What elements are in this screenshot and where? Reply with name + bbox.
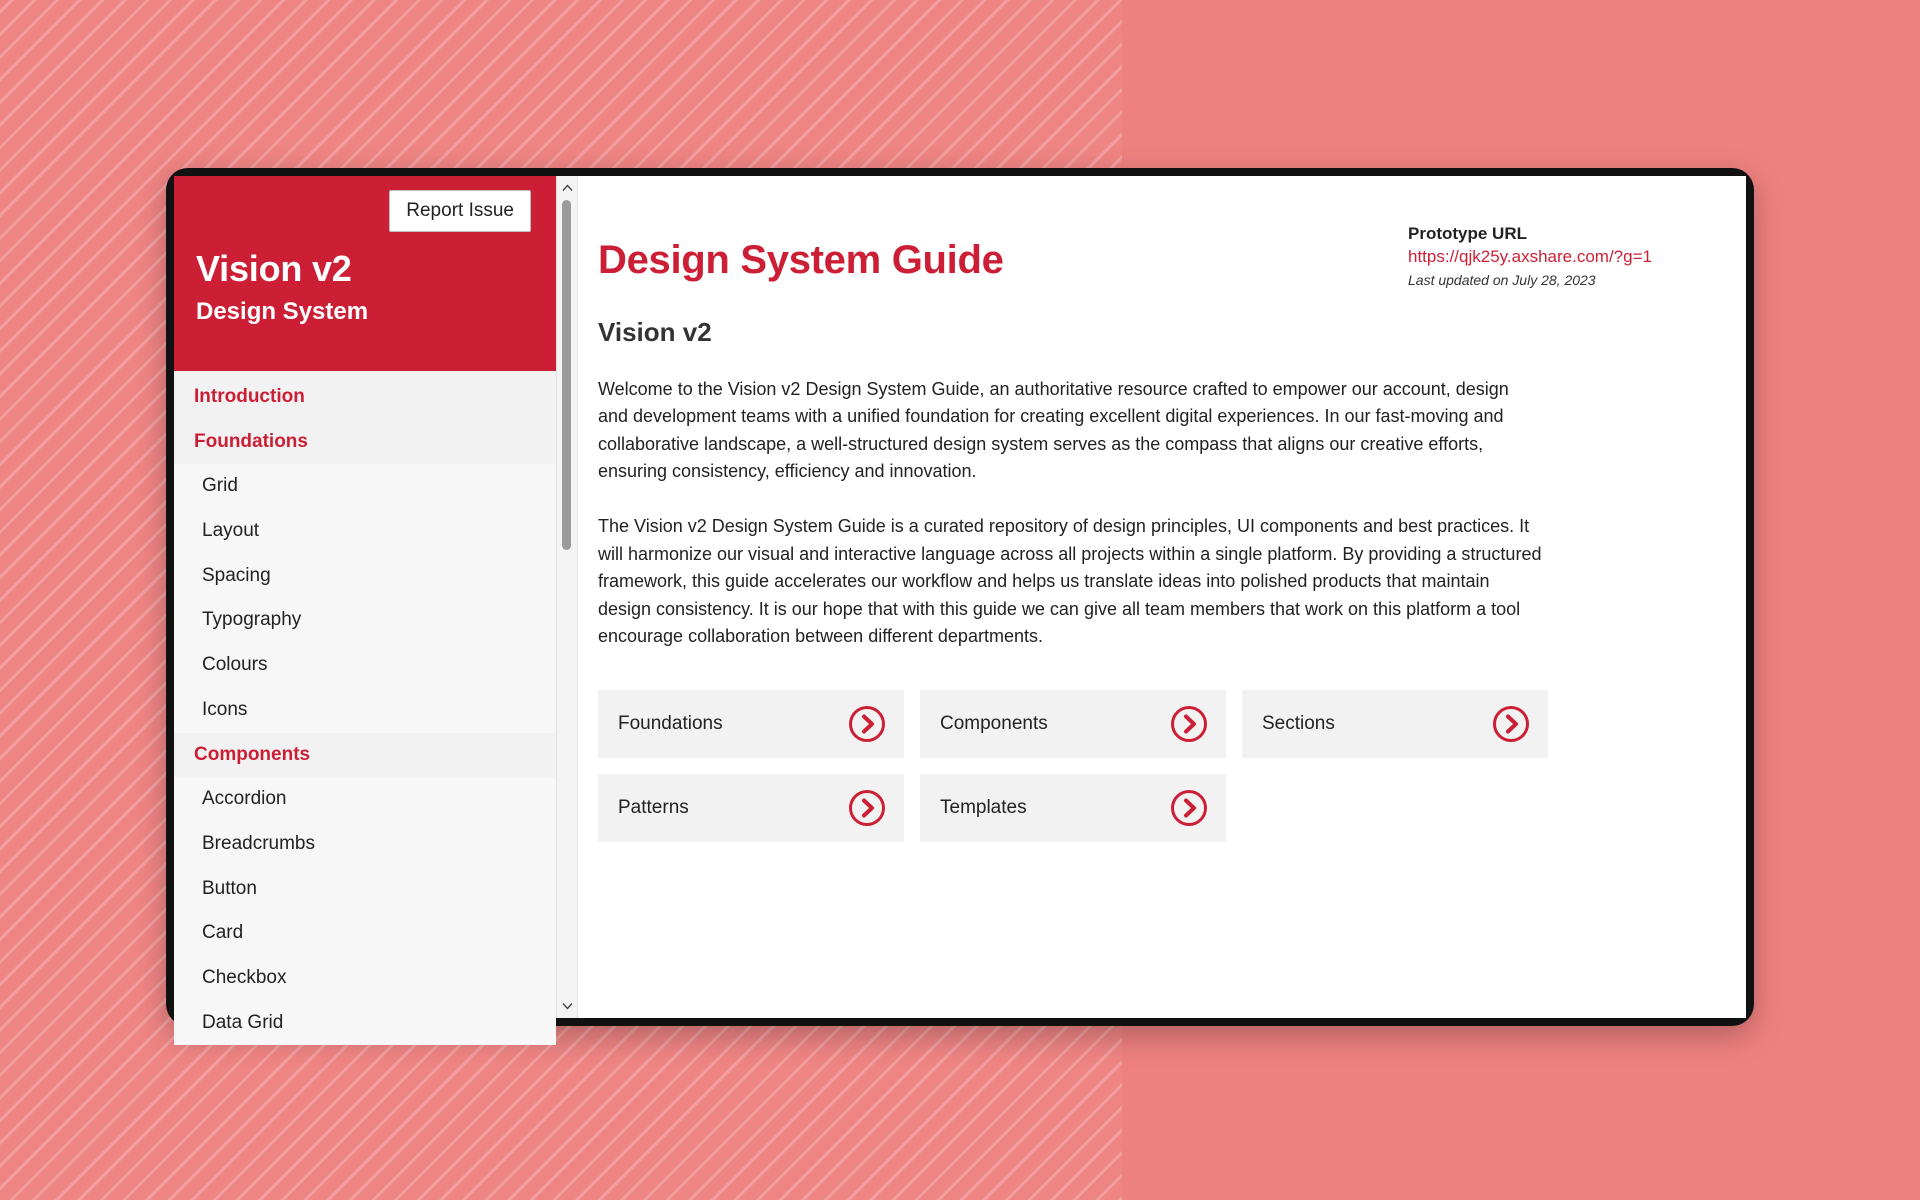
card-patterns[interactable] [598,774,904,842]
sidebar-item-colours[interactable]: Colours [174,643,556,688]
device-frame [166,168,1754,1033]
chevron-right-circle-icon[interactable] [1170,789,1208,827]
card-sections[interactable] [1242,690,1548,758]
app-screen [174,176,1746,1033]
card-label: Templates [940,797,1027,819]
sidebar [174,176,556,1033]
card-label: Patterns [618,797,689,819]
page-title: Design System Guide [598,238,1004,282]
card-label: Components [940,713,1048,735]
sidebar-item-layout[interactable]: Layout [174,509,556,554]
page-subtitle: Vision v2 [598,317,712,347]
sidebar-item-introduction[interactable]: Introduction [174,371,556,420]
sidebar-item-card[interactable]: Card [174,911,556,956]
card-components[interactable] [920,690,1226,758]
prototype-url-label: Prototype URL [1408,224,1527,243]
sidebar-item-foundations[interactable]: Foundations [174,420,556,465]
chevron-up-icon[interactable] [557,178,577,198]
report-issue-button[interactable]: Report Issue [389,190,531,232]
chevron-down-icon[interactable] [557,996,577,1016]
chevron-right-circle-icon[interactable] [848,705,886,743]
last-updated-text: Last updated on July 28, 2023 [1408,272,1596,288]
prototype-meta [1408,224,1708,288]
sidebar-header [174,176,556,371]
sidebar-item-components[interactable]: Components [174,733,556,778]
sidebar-item-spacing[interactable]: Spacing [174,554,556,599]
prototype-url-link[interactable]: https://qjk25y.axshare.com/?g=1 [1408,247,1652,266]
sidebar-scrollbar-thumb[interactable] [562,200,571,550]
main-content [556,176,1746,1018]
intro-paragraph-2: The Vision v2 Design System Guide is a curated repository of design principles, UI components and best practices. It will harmonize our visual and interactive language across all projects within a single platform. By providing a structured framework, this guide accelerates our workflow and helps us translate ideas into polished products that maintain design consistency. It is our hope that with this guide we can give all team members that work on this platform a tool encourage collaboration between different departments. [598,516,1542,646]
card-templates[interactable] [920,774,1226,842]
card-foundations[interactable] [598,690,904,758]
sidebar-item-icons[interactable]: Icons [174,688,556,733]
chevron-right-circle-icon[interactable] [848,789,886,827]
brand-subtitle: Design System [196,298,369,325]
sidebar-item-checkbox[interactable]: Checkbox [174,956,556,1001]
section-card-grid [598,690,1550,842]
sidebar-scrollbar[interactable] [556,176,578,1018]
sidebar-item-button[interactable]: Button [174,867,556,912]
card-label: Sections [1262,713,1335,735]
sidebar-item-typography[interactable]: Typography [174,598,556,643]
sidebar-item-grid[interactable]: Grid [174,464,556,509]
intro-paragraph-1: Welcome to the Vision v2 Design System Guide, an authoritative resource crafted to empower our account, design and development teams with a unified foundation for creating excellent digital experiences. In our fast-moving and collaborative landscape, a well-structured design system serves as the compass that aligns our creative efforts, ensuring consistency, efficiency and innovation. [598,379,1509,482]
chevron-right-circle-icon[interactable] [1170,705,1208,743]
brand-title: Vision v2 [196,248,352,289]
sidebar-item-accordion[interactable]: Accordion [174,777,556,822]
chevron-right-circle-icon[interactable] [1492,705,1530,743]
sidebar-item-data-grid[interactable]: Data Grid [174,1001,556,1046]
sidebar-nav [174,371,556,1045]
sidebar-item-breadcrumbs[interactable]: Breadcrumbs [174,822,556,867]
card-label: Foundations [618,713,723,735]
